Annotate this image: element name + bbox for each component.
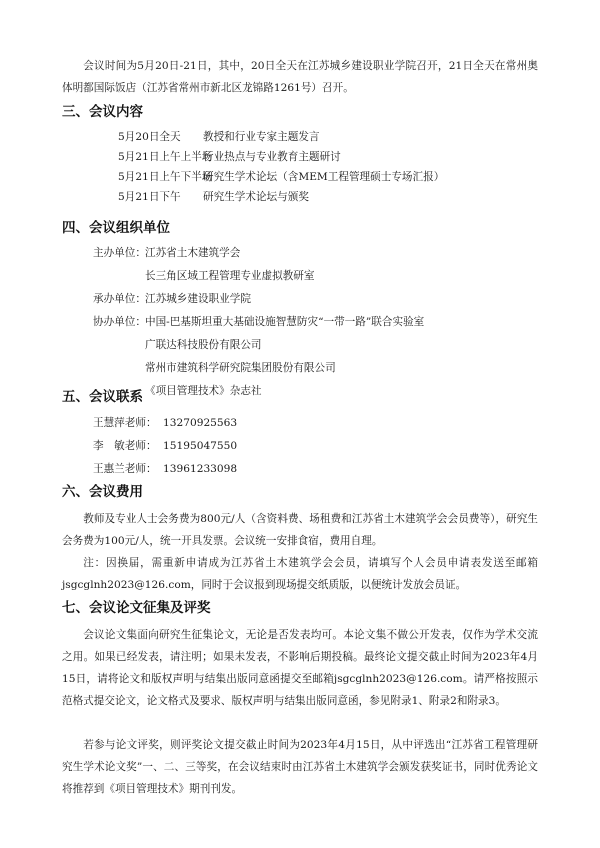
schedule-time: 5月21日上午上半场 [118,151,213,163]
organizer-row [93,357,538,380]
schedule-desc: 研究生学术论坛与颁奖 [203,191,309,203]
organizer-role: 承办单位： [93,293,146,305]
schedule-desc: 教授和行业专家主题发言 [203,131,320,143]
schedule-time: 5月21日上午下半场 [118,171,213,183]
organizer-row [93,334,538,357]
section-heading-fees: 六、会议费用 [62,484,143,500]
contact-phone: 13270925563 [163,417,238,429]
fees-paragraph: 教师及专业人士会务费为800元/人（含资料费、场租费和江苏省土木建筑学会会员费等），研究生会务费为100元/人，统一开具发票。会议统一安排食宿，费用自理。 [62,513,538,547]
organizer-row [93,380,538,403]
contact-name: 李 敏老师： [93,440,157,452]
contact-phone: 15195047550 [163,440,238,452]
organizer-name: 《项目管理技术》杂志社 [145,385,262,397]
organizer-row [93,288,538,311]
organizer-name: 江苏省土木建筑学会 [145,247,241,259]
section-heading-contacts: 五、会议联系 [62,389,143,405]
organizer-role: 协办单位： [93,316,146,328]
awards-paragraph: 若参与论文评奖，则评奖论文提交截止时间为2023年4月15日，从中评选出“江苏省工程管理研究生学术论文奖”一、二、三等奖，在会议结束时由江苏省土木建筑学会颁发获奖证书，同时优秀论文将推荐到《项目管理技术》期刊刊发。 [62,739,538,795]
section-heading-organizers: 四、会议组织单位 [62,220,170,236]
organizer-name: 江苏城乡建设职业学院 [145,293,251,305]
organizer-name: 常州市建筑科学研究院集团股份有限公司 [145,362,336,374]
contact-name: 王惠兰老师： [93,463,157,475]
intro-paragraph: 会议时间为5月20日-21日，其中，20日全天在江苏城乡建设职业学院召开，21日全天在常州奥体明都国际饭店（江苏省常州市新北区龙锦路1261号）召开。 [62,60,538,94]
membership-note: 注：因换届，需重新申请成为江苏省土木建筑学会会员，请填写个人会员申请表发送至邮箱jsgcglnh2023@126.com，同时于会议报到现场提交纸质版，以便统计发放会员证。 [62,557,538,591]
schedule-desc: 研究生学术论坛（含MEM工程管理硕士专场汇报） [203,171,445,183]
contact-phone: 13961233098 [163,463,238,475]
organizer-list [93,242,538,403]
organizer-name: 长三角区域工程管理专业虚拟教研室 [145,270,315,282]
contact-name: 王慧萍老师： [93,417,157,429]
schedule-row [118,187,538,207]
schedule-row [118,147,538,167]
organizer-row [93,311,538,334]
section-heading-content: 三、会议内容 [62,104,143,120]
papers-paragraph: 会议论文集面向研究生征集论文，无论是否发表均可。本论文集不做公开发表，仅作为学术交流之用。如果已经发表，请注明；如果未发表，不影响后期投稿。最终论文提交截止时间为2023年4月15日，请将论文和版权声明与结集出版同意函提交至邮箱jsgcglnh2023@126.com。请严格按照示范格式提交论文，论文格式及要求、版权声明与结集出版同意函，参见附录1、附录2和附录3。 [62,629,538,707]
organizer-row [93,265,538,288]
schedule-desc: 行业热点与专业教育主题研讨 [203,151,341,163]
schedule-row [118,127,538,147]
organizer-role: 主办单位： [93,247,146,259]
organizer-row [93,242,538,265]
schedule-row [118,167,538,187]
schedule-list [118,127,538,207]
section-heading-papers: 七、会议论文征集及评奖 [62,600,211,616]
schedule-time: 5月21日下午 [118,191,181,203]
organizer-name: 广联达科技股份有限公司 [145,339,262,351]
organizer-name: 中国-巴基斯坦重大基础设施智慧防灾“一带一路”联合实验室 [145,316,425,328]
schedule-time: 5月20日全天 [118,131,181,143]
